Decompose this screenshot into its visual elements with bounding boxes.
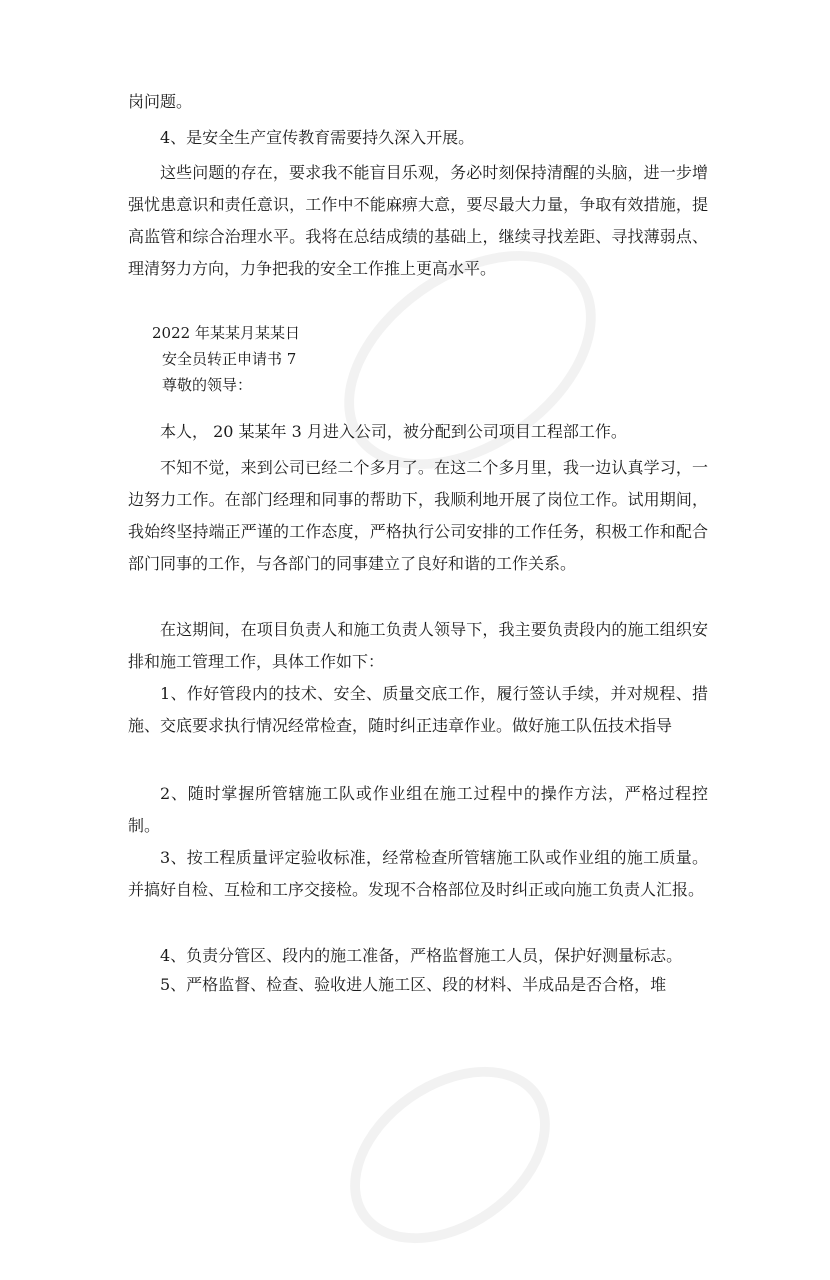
paragraph-0: 岗问题。: [128, 92, 193, 111]
paragraph-10: 2、随时掌握所管辖施工队或作业组在施工过程中的操作方法，严格过程控制。: [128, 784, 708, 835]
date-line: 2022 年某某月某某日: [152, 324, 300, 342]
paragraph-12: 4、负责分管区、段内的施工准备，严格监督施工人员，保护好测量标志。: [160, 946, 683, 965]
document-title: 安全员转正申请书 7: [162, 350, 297, 368]
paragraph-7: 不知不觉，来到公司已经二个多月了。在这二个多月里，我一边认真学习，一边努力工作。在部门经理和同事的帮助下，我顺利地开展了岗位工作。试用期间，我始终坚持端正严谨的工作态度，严格执行公司安排的工作任务，积极工作和配合部门同事的工作，与各部门的同事建立了良好和谐的工作关系。: [128, 458, 708, 573]
salutation: 尊敬的领导：: [162, 376, 253, 394]
paragraph-1: 4、是安全生产宣传教育需要持久深入开展。: [160, 128, 475, 147]
watermark-logo: [317, 1030, 583, 1279]
paragraph-8: 在这期间，在项目负责人和施工负责人领导下，我主要负责段内的施工组织安排和施工管理工作，具体工作如下：: [128, 620, 708, 671]
paragraph-2: 这些问题的存在，要求我不能盲目乐观，务必时刻保持清醒的头脑，进一步增强忧患意识和责任意识，工作中不能麻痹大意，要尽最大力量，争取有效措施，提高监管和综合治理水平。我将在总结成绩的基础上，继续寻找差距、寻找薄弱点、理清努力方向，力争把我的安全工作推上更高水平。: [128, 163, 708, 278]
paragraph-13: 5、严格监督、检查、验收进人施工区、段的材料、半成品是否合格，堆: [160, 975, 667, 994]
paragraph-9: 1、作好管段内的技术、安全、质量交底工作，履行签认手续，并对规程、措施、交底要求执行情况经常检查，随时纠正违章作业。做好施工队伍技术指导: [128, 684, 708, 735]
paragraph-6: 本人， 20 某某年 3 月进入公司，被分配到公司项目工程部工作。: [160, 422, 627, 441]
paragraph-11: 3、按工程质量评定验收标准，经常检查所管辖施工队或作业组的施工质量。并搞好自检、互检和工序交接检。发现不合格部位及时纠正或向施工负责人汇报。: [128, 848, 708, 899]
